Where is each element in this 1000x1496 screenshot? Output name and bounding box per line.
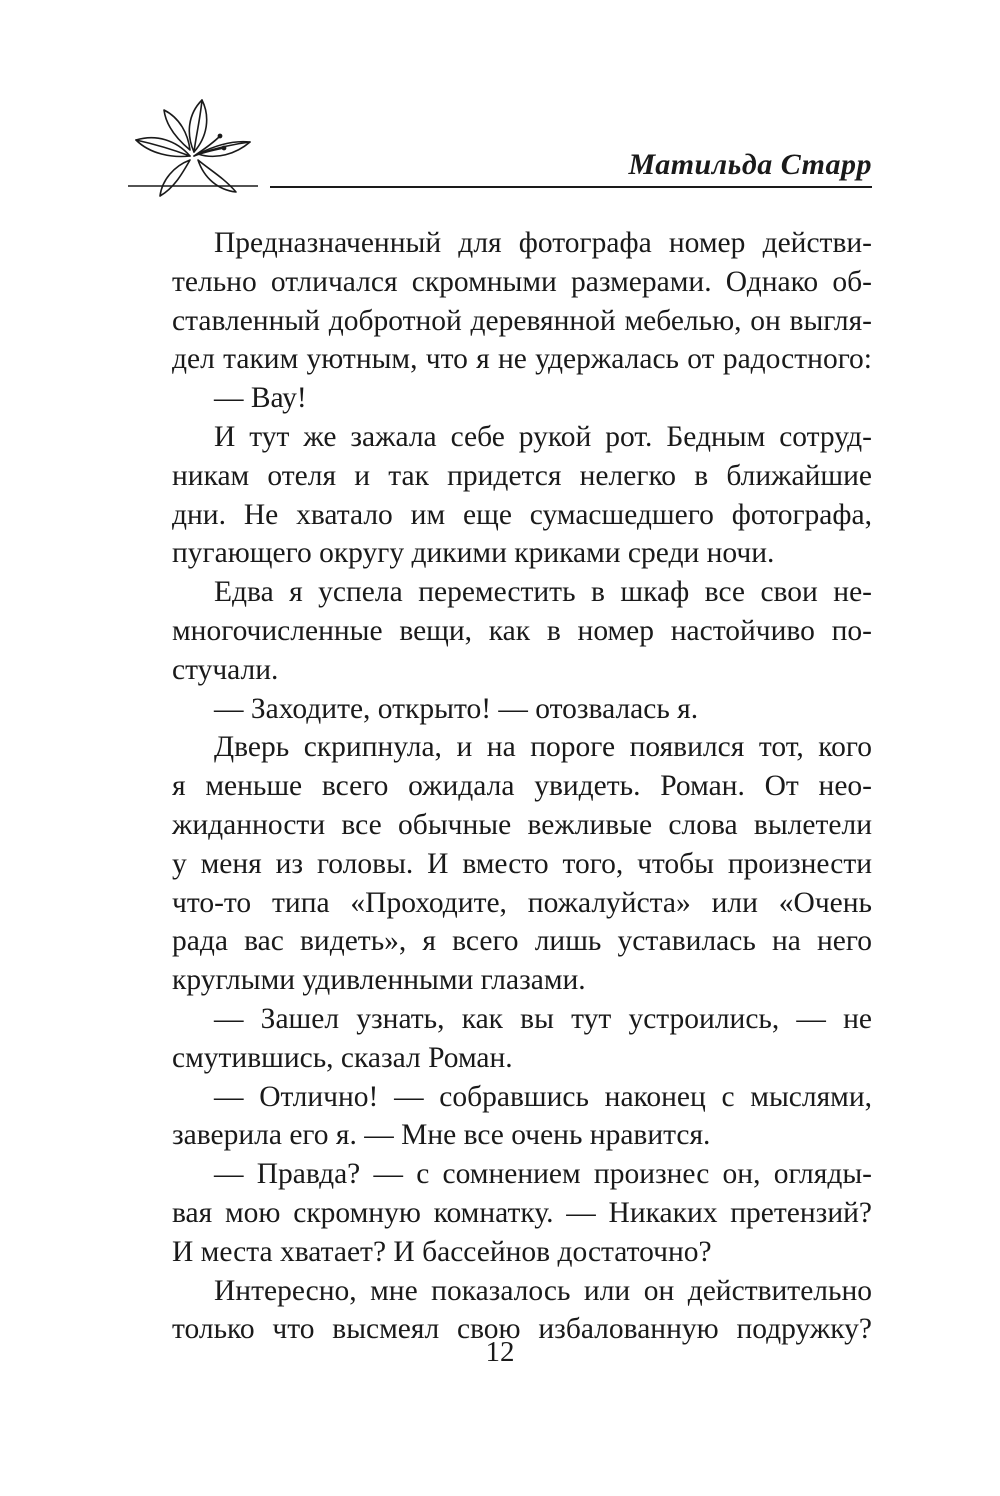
text-line: круглыми удивленными глазами. [172,964,586,997]
text-line: заверила его я. — Мне все очень нравится. [172,1119,711,1152]
text-line: Интересно, мне показалось или он действительно [214,1274,872,1307]
text-line: ставленный добротной деревянной мебелью, он выгля- [172,304,872,337]
text-line: — Вау! [214,382,307,415]
running-header-author: Матильда Старр [628,148,872,181]
page-number: 12 [485,1336,515,1368]
text-line: пугающего округу дикими криками среди ночи. [172,537,775,570]
page-body [172,224,872,1349]
text-line: многочисленные вещи, как в номер настойчиво по- [172,614,872,647]
text-line: — Отлично! — собравшись наконец с мыслями, [214,1080,872,1113]
text-line: дни. Не хватало им еще сумасшедшего фотографа, [172,498,872,531]
text-line: рада вас видеть», я всего лишь уставилась на него [172,925,872,958]
text-line: Едва я успела переместить в шкаф все свои не- [214,576,872,609]
text-line: — Заходите, открыто! — отозвалась я. [214,692,699,725]
text-line: никам отеля и так придется нелегко в ближайшие [172,459,872,492]
text-line: Предназначенный для фотографа номер действи- [214,227,872,259]
text-line: — Зашел узнать, как вы тут устроились, — не [214,1002,872,1035]
text-line: И тут же зажала себе рукой рот. Бедным сотруд- [214,420,872,453]
text-line: только что высмеял свою избалованную подружку? [172,1313,872,1346]
header-rule [270,186,872,188]
text-line: стучали. [172,653,279,686]
text-line: И места хватает? И бассейнов достаточно? [172,1235,712,1268]
text-line: что-то типа «Проходите, пожалуйста» или «Очень [172,886,872,919]
text-line: тельно отличался скромными размерами. Однако об- [172,265,872,298]
text-line: у меня из головы. И вместо того, чтобы произнести [172,847,872,880]
text-line: я меньше всего ожидала увидеть. Роман. От нео- [172,770,872,803]
text-line: Дверь скрипнула, и на пороге появился тот, кого [214,731,872,764]
text-line: смутившись, сказал Роман. [172,1041,513,1074]
text-line: — Правда? — с сомнением произнес он, огляды- [214,1158,872,1191]
text-line: вая мою скромную комнатку. — Никаких претензий? [172,1196,872,1229]
text-line: дел таким уютным, что я не удержалась от радостного: [172,343,872,376]
lily-flower-icon [128,96,258,206]
text-line: жиданности все обычные вежливые слова вылетели [172,808,872,841]
running-header [0,0,1000,200]
